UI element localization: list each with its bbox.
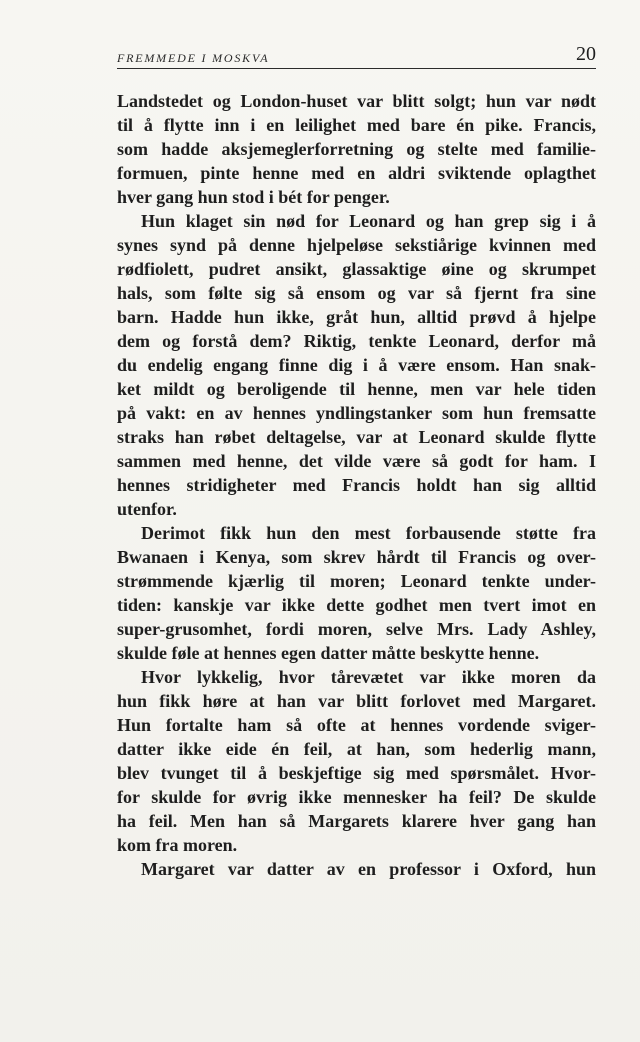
body-text bbox=[117, 89, 596, 889]
running-title: FREMMEDE I MOSKVA bbox=[117, 51, 270, 65]
text-line-24: skulde føle at hennes egen datter måtte beskytte henne. bbox=[117, 643, 540, 663]
text-line-21: strømmende kjærlig til moren; Leonard tenkte under- bbox=[117, 571, 596, 591]
text-line-8: rødfiolett, pudret ansikt, glassaktige øine og skrumpet bbox=[117, 259, 596, 279]
text-line-32: kom fra moren. bbox=[117, 835, 238, 855]
text-line-11: dem og forstå dem? Riktig, tenkte Leonard, derfor må bbox=[117, 331, 596, 351]
text-line-9: hals, som følte sig så ensom og var så fjernt fra sine bbox=[117, 283, 596, 303]
text-line-20: Bwanaen i Kenya, som skrev hårdt til Francis og over- bbox=[117, 547, 596, 567]
text-line-17: hennes stridigheter med Francis holdt han sig alltid bbox=[117, 475, 596, 495]
text-line-2: til å flytte inn i en leilighet med bare én pike. Francis, bbox=[117, 115, 596, 135]
text-line-6: Hun klaget sin nød for Leonard og han grep sig i å bbox=[141, 211, 596, 231]
text-line-29: blev tvunget til å beskjeftige sig med spørsmålet. Hvor- bbox=[117, 763, 596, 783]
text-line-5: hver gang hun stod i bét for penger. bbox=[117, 187, 390, 207]
text-line-28: datter ikke eide én feil, at han, som hederlig mann, bbox=[117, 739, 596, 759]
text-line-14: på vakt: en av hennes yndlingstanker som hun fremsatte bbox=[117, 403, 596, 423]
text-line-3: som hadde aksjemeglerforretning og stelte med familie- bbox=[117, 139, 596, 159]
header-rule bbox=[117, 68, 596, 69]
text-line-18: utenfor. bbox=[117, 499, 177, 519]
text-line-23: super-grusomhet, fordi moren, selve Mrs. Lady Ashley, bbox=[117, 619, 596, 639]
text-line-33: Margaret var datter av en professor i Oxford, hun bbox=[141, 859, 596, 879]
text-line-30: for skulde for øvrig ikke mennesker ha feil? De skulde bbox=[117, 787, 596, 807]
text-line-22: tiden: kanskje var ikke dette godhet men tvert imot en bbox=[117, 595, 596, 615]
text-line-1: Landstedet og London-huset var blitt solgt; hun var nødt bbox=[117, 91, 596, 111]
text-line-7: synes synd på denne hjelpeløse sekstiårige kvinnen med bbox=[117, 235, 596, 255]
text-line-19: Derimot fikk hun den mest forbausende støtte fra bbox=[141, 523, 596, 543]
text-line-13: ket mildt og beroligende til henne, men var hele tiden bbox=[117, 379, 596, 399]
text-line-16: sammen med henne, det vilde være så godt for ham. I bbox=[117, 451, 596, 471]
text-line-27: Hun fortalte ham så ofte at hennes vordende sviger- bbox=[117, 715, 596, 735]
text-line-4: formuen, pinte henne med en aldri sviktende oplagthet bbox=[117, 163, 596, 183]
page-header bbox=[117, 44, 596, 72]
text-line-12: du endelig engang finne dig i å være ensom. Han snak- bbox=[117, 355, 596, 375]
text-line-31: ha feil. Men han så Margarets klarere hver gang han bbox=[117, 811, 596, 831]
text-line-25: Hvor lykkelig, hvor tårevætet var ikke moren da bbox=[141, 667, 596, 687]
text-line-10: barn. Hadde hun ikke, gråt hun, alltid prøvd å hjelpe bbox=[117, 307, 596, 327]
page-number: 20 bbox=[576, 43, 596, 65]
text-line-26: hun fikk høre at han var blitt forlovet med Margaret. bbox=[117, 691, 596, 711]
text-line-15: straks han røbet deltagelse, var at Leonard skulde flytte bbox=[117, 427, 596, 447]
